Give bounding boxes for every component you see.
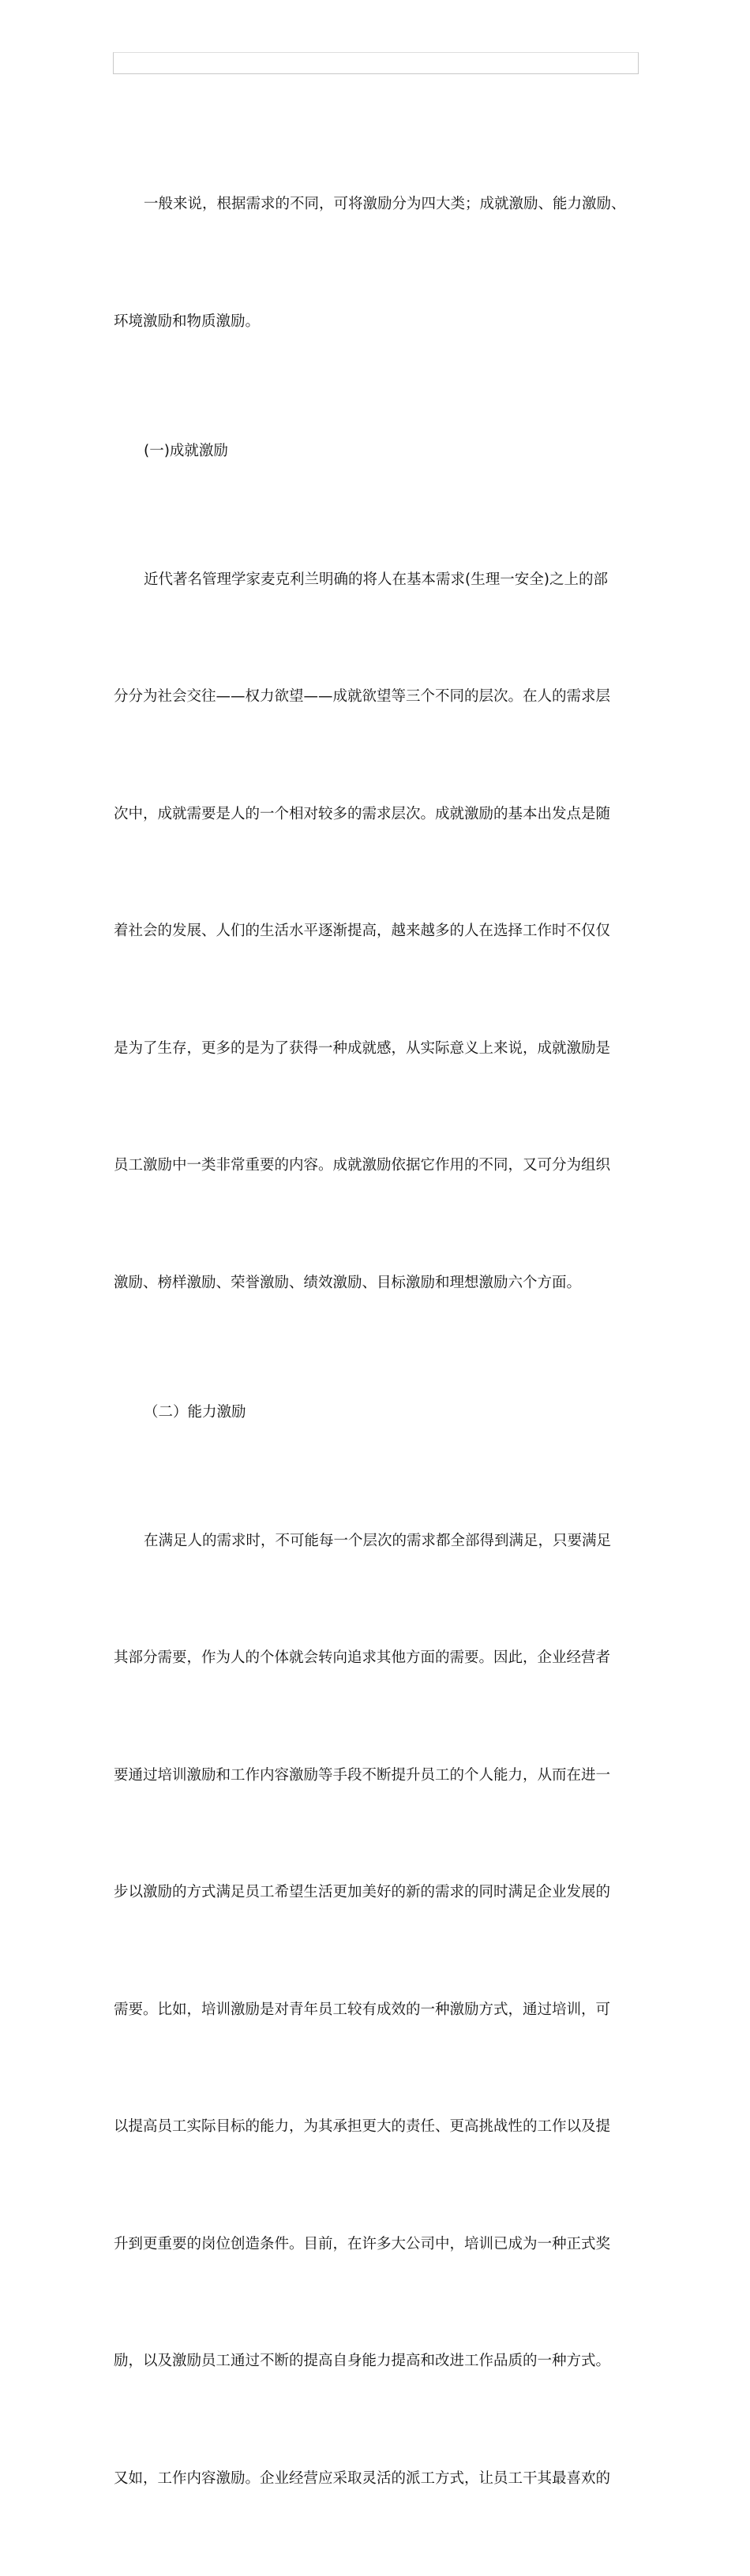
text-line: 一般来说，根据需求的不同，可将激励分为四大类；成就激励、能力激励、: [114, 185, 651, 224]
text-line: 以提高员工实际目标的能力，为其承担更大的责任、更高挑战性的工作以及提: [114, 2107, 651, 2147]
ability-paragraph: [114, 1443, 651, 2576]
text-line: 次中，成就需要是人的一个相对较多的需求层次。成就激励的基本出发点是随: [114, 795, 651, 834]
text-line: 近代著名管理学家麦克利兰明确的将人在基本需求(生理一安全)之上的部: [114, 560, 651, 600]
text-line: 分分为社会交往——权力欲望——成就欲望等三个不同的层次。在人的需求层: [114, 677, 651, 717]
text-line: 在满足人的需求时，不可能每一个层次的需求都全部得到满足，只要满足: [114, 1522, 651, 1561]
document-body: [114, 107, 651, 2576]
text-line: 升到更重要的岗位创造条件。目前，在许多大公司中，培训已成为一种正式奖: [114, 2225, 651, 2264]
intro-paragraph: [114, 107, 651, 419]
text-line: 要通过培训激励和工作内容激励等手段不断提升员工的个人能力，从而在进一: [114, 1756, 651, 1795]
text-line: 步以激励的方式满足员工希望生活更加美好的新的需求的同时满足企业发展的: [114, 1873, 651, 1912]
text-line: 又如，工作内容激励。企业经营应采取灵活的派工方式，让员工干其最喜欢的: [114, 2459, 651, 2499]
text-line: 是为了生存，更多的是为了获得一种成就感，从实际意义上来说，成就激励是: [114, 1029, 651, 1069]
text-line: 励，以及激励员工通过不断的提高自身能力提高和改进工作品质的一种方式。: [114, 2342, 651, 2381]
text-line: 激励、榜样激励、荣誉激励、绩效激励、目标激励和理想激励六个方面。: [114, 1264, 651, 1303]
section-heading-ability: （二）能力激励: [114, 1393, 651, 1432]
text-line: 需要。比如，培训激励是对青年员工较有成效的一种激励方式，通过培训，可: [114, 1990, 651, 2030]
text-line: 其部分需要，作为人的个体就会转向追求其他方面的需要。因此，企业经营者: [114, 1638, 651, 1678]
text-line: 着社会的发展、人们的生活水平逐渐提高，越来越多的人在选择工作时不仅仅: [114, 912, 651, 951]
text-line: 环境激励和物质激励。: [114, 302, 651, 342]
achievement-paragraph: [114, 482, 651, 1381]
section-heading-achievement: (一)成就激励: [114, 432, 651, 471]
text-line: 员工激励中一类非常重要的内容。成就激励依据它作用的不同，又可分为组织: [114, 1146, 651, 1185]
top-frame-box: [113, 52, 639, 74]
